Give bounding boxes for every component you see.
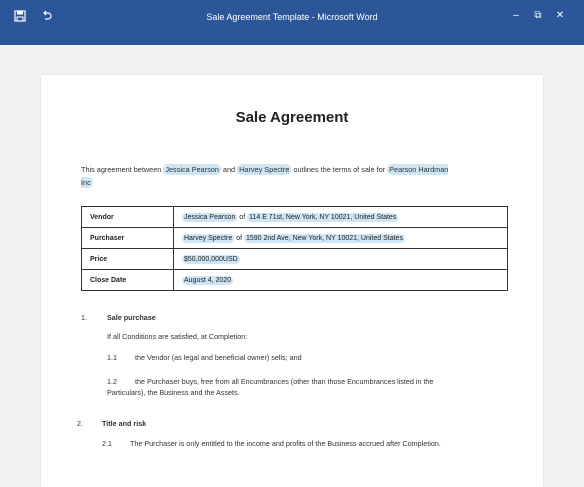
clause-text: the Vendor (as legal and beneficial owner) sells; and [135,353,302,362]
vendor-address-highlight: 114 E 71st, New York, NY 10021, United States [249,213,397,221]
purchaser-name-highlight: Harvey Spectre [184,234,233,242]
document-canvas[interactable] [0,45,584,487]
window-title: Sale Agreement Template - Microsoft Word [206,12,378,22]
vendor-name-highlight: Jessica Pearson [184,213,236,221]
section-2-number: 2. [77,419,83,428]
row-value [174,270,508,291]
document-title: Sale Agreement [235,109,349,126]
document-page[interactable] [41,75,543,487]
clause-text: The Purchaser is only entitled to the income and profits of the Business accrued after Completion. [130,439,441,448]
row-label: Price [82,249,174,270]
terms-table [81,206,508,291]
intro-text: This agreement between [81,165,164,174]
close-date-highlight: August 4, 2020 [184,276,232,284]
minimize-icon[interactable]: – [513,9,519,21]
window-controls [510,8,566,22]
intro-paragraph [81,163,461,189]
of-text: of [234,234,244,242]
intro-text: and [220,165,238,174]
clause-text-continued: Particulars), the Business and the Assets. [107,388,240,397]
table-row [82,228,508,249]
price-highlight: $50,000,000USD [184,255,238,263]
row-label: Close Date [82,270,174,291]
row-value [174,249,508,270]
clause-number: 1.2 [107,377,117,386]
section-1-heading: Sale purchase [107,313,156,322]
purchaser-name-highlight: Harvey Spectre [239,165,290,174]
row-label: Purchaser [82,228,174,249]
title-bar [0,0,584,45]
table-row [82,207,508,228]
of-text: of [237,213,248,221]
close-icon[interactable]: ✕ [555,9,565,21]
clause-number: 2.1 [102,439,112,448]
table-row [82,270,508,291]
section-2-heading: Title and risk [102,419,147,428]
clause-text: the Purchaser buys, free from all Encumbrances (other than those Encumbrances listed in the [135,377,434,386]
intro-text: outlines the terms of sale for [291,165,388,174]
restore-icon[interactable]: ⧉ [534,9,542,21]
row-value [174,207,508,228]
section-1-number: 1. [81,313,87,322]
section-1-intro: If all Conditions are satisfied, at Completion: [107,332,248,341]
row-label: Vendor [82,207,174,228]
table-row [82,249,508,270]
clause-number: 1.1 [107,353,117,362]
purchaser-address-highlight: 1590 2nd Ave, New York, NY 10021, United States [245,234,403,242]
vendor-name-highlight: Jessica Pearson [165,165,219,174]
row-value [174,228,508,249]
company-name-highlight: Pearson Hardman Inc [81,165,449,187]
